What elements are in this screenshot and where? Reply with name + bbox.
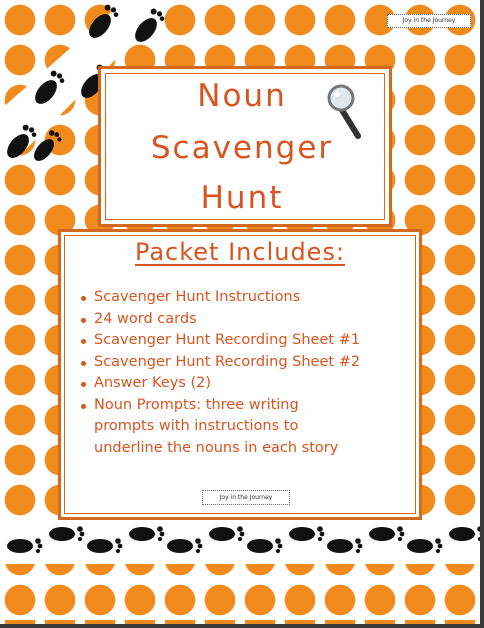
footprint-icon xyxy=(7,538,42,553)
list-item-continuation: underline the nouns in each story xyxy=(94,439,339,456)
footprint-icon xyxy=(209,526,244,541)
list-item: Scavenger Hunt Recording Sheet #2 xyxy=(80,352,420,374)
list-item-continuation: prompts with instructions to xyxy=(94,418,299,434)
footprint-icon xyxy=(327,538,362,553)
credit-label-bottom: Joy in the Journey xyxy=(202,490,290,505)
footprint-icon xyxy=(87,538,122,553)
footprints-row-decoration xyxy=(0,522,480,564)
footprint-icon xyxy=(247,538,282,553)
list-item: Scavenger Hunt Instructions xyxy=(80,287,420,309)
page-title-line-3: Hunt xyxy=(200,180,284,216)
packet-heading: Packet Includes: xyxy=(134,238,346,266)
footprint-icon xyxy=(49,526,84,541)
footprint-icon xyxy=(369,526,404,541)
credit-label-top: Joy in the Journey xyxy=(387,14,471,28)
list-item: Scavenger Hunt Recording Sheet #1 xyxy=(80,330,420,352)
bottom-dot-strip xyxy=(0,564,480,620)
list-item: Noun Prompts: three writing xyxy=(80,395,420,417)
footprint-icon xyxy=(129,526,164,541)
list-item: 24 word cards xyxy=(80,309,420,331)
footprint-icon xyxy=(167,538,202,553)
page-title-line-2: Scavenger xyxy=(150,130,334,166)
footprint-icon xyxy=(289,526,324,541)
bottom-edge-shadow xyxy=(0,624,484,628)
footprint-icon xyxy=(449,526,480,541)
packet-item-list xyxy=(80,287,420,459)
right-edge-shadow xyxy=(480,0,484,628)
footprint-icon xyxy=(407,538,442,553)
magnifying-glass-icon xyxy=(326,82,366,142)
page-title-line-1: Noun xyxy=(197,78,287,114)
list-item: Answer Keys (2) xyxy=(80,373,420,395)
